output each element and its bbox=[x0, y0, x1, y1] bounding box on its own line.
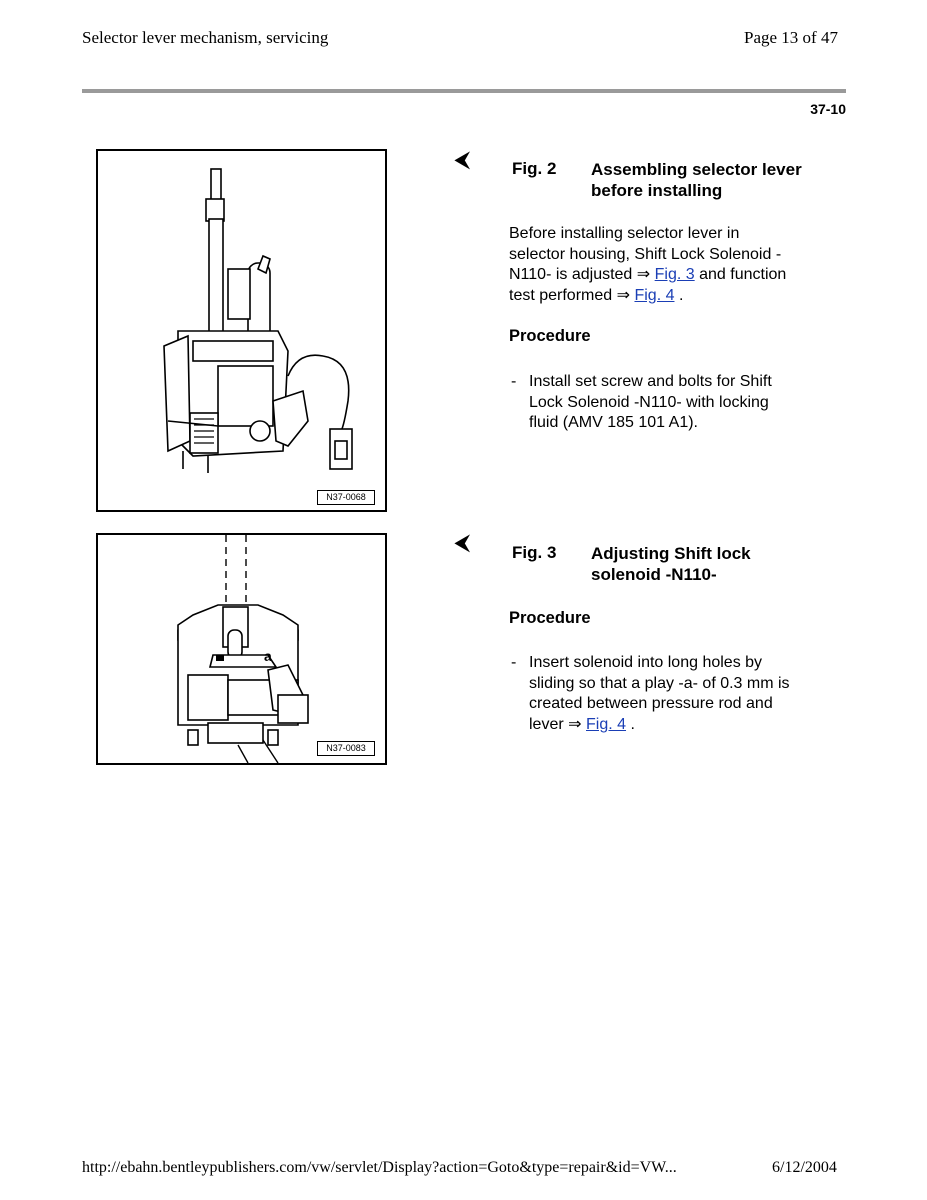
page-number: Page 13 of 47 bbox=[744, 28, 838, 47]
link-fig3[interactable]: Fig. 3 bbox=[654, 266, 695, 283]
link-fig4[interactable]: Fig. 4 bbox=[586, 715, 627, 733]
callout-a: a bbox=[264, 648, 272, 664]
section-number: 37-10 bbox=[810, 101, 846, 117]
fig2-title: Assembling selector lever before installing bbox=[591, 160, 802, 200]
selector-lever-drawing bbox=[98, 151, 385, 510]
arrow-left-icon: ⮜ bbox=[455, 149, 470, 171]
fig3-illustration bbox=[96, 533, 387, 765]
fig2-code-label: N37-0068 bbox=[317, 490, 375, 505]
footer-url: http://ebahn.bentleypublishers.com/vw/servlet/Display?action=Goto&type=repair&id=VW... bbox=[82, 1159, 677, 1176]
fig2-illustration bbox=[96, 149, 387, 512]
document-title: Selector lever mechanism, servicing bbox=[82, 28, 329, 47]
footer-date: 6/12/2004 bbox=[772, 1159, 837, 1176]
fig2-intro: Before installing selector lever in selector housing, Shift Lock Solenoid - N110- is adjusted ⇒ Fig. 3 and function test performed ⇒ Fig. 4 . bbox=[509, 225, 787, 304]
arrow-left-icon: ⮜ bbox=[455, 532, 470, 554]
fig3-code-label: N37-0083 bbox=[317, 741, 375, 756]
fig3-number: Fig. 3 bbox=[512, 543, 557, 562]
fig2-number: Fig. 2 bbox=[512, 159, 557, 178]
fig2-step: - Install set screw and bolts for Shift Lock Solenoid -N110- with locking fluid (AMV 185 101 A1). bbox=[511, 373, 772, 431]
fig3-title: Adjusting Shift lock solenoid -N110- bbox=[591, 544, 751, 584]
fig3-step: - Insert solenoid into long holes by sliding so that a play -a- of 0.3 mm is created between pressure rod and lever ⇒ Fig. 4 . bbox=[511, 654, 790, 733]
link-fig4[interactable]: Fig. 4 bbox=[634, 286, 675, 304]
shift-lock-solenoid-drawing bbox=[98, 535, 385, 763]
header-divider bbox=[82, 89, 846, 93]
fig2-procedure-heading: Procedure bbox=[509, 327, 591, 345]
fig3-procedure-heading: Procedure bbox=[509, 609, 591, 627]
